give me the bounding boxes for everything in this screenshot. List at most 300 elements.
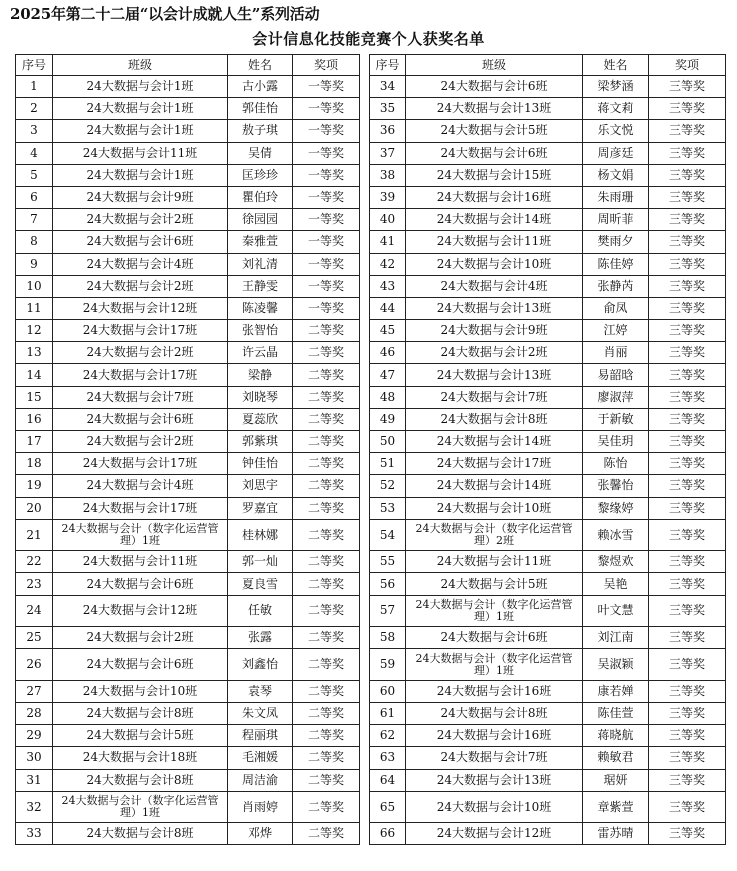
cell-class: 24大数据与会计6班 bbox=[53, 231, 228, 253]
cell-no: 41 bbox=[370, 231, 406, 253]
cell-no: 44 bbox=[370, 297, 406, 319]
column-gap bbox=[360, 747, 370, 769]
cell-award: 三等奖 bbox=[649, 364, 726, 386]
cell-no: 4 bbox=[16, 142, 53, 164]
cell-no: 60 bbox=[370, 680, 406, 702]
cell-no: 33 bbox=[16, 823, 53, 845]
cell-award: 二等奖 bbox=[293, 649, 360, 681]
cell-award: 一等奖 bbox=[293, 297, 360, 319]
header-row bbox=[16, 55, 726, 76]
cell-class: 24大数据与会计13班 bbox=[406, 769, 583, 791]
cell-name: 罗嘉宜 bbox=[228, 497, 293, 519]
cell-name: 康若婵 bbox=[583, 680, 649, 702]
cell-award: 二等奖 bbox=[293, 823, 360, 845]
column-gap bbox=[360, 297, 370, 319]
cell-name: 梁梦涵 bbox=[583, 76, 649, 98]
cell-name: 任敏 bbox=[228, 595, 293, 627]
cell-award: 二等奖 bbox=[293, 791, 360, 823]
cell-award: 二等奖 bbox=[293, 475, 360, 497]
cell-no: 2 bbox=[16, 98, 53, 120]
cell-class: 24大数据与会计12班 bbox=[53, 297, 228, 319]
cell-no: 50 bbox=[370, 431, 406, 453]
header-class-left: 班级 bbox=[53, 55, 228, 76]
column-gap bbox=[360, 573, 370, 595]
cell-award: 一等奖 bbox=[293, 253, 360, 275]
column-gap bbox=[360, 551, 370, 573]
cell-name: 张馨怡 bbox=[583, 475, 649, 497]
cell-name: 桂林娜 bbox=[228, 519, 293, 551]
cell-name: 廖淑萍 bbox=[583, 386, 649, 408]
table-row bbox=[16, 823, 726, 845]
cell-no: 38 bbox=[370, 164, 406, 186]
cell-no: 47 bbox=[370, 364, 406, 386]
table-row bbox=[16, 497, 726, 519]
cell-no: 28 bbox=[16, 703, 53, 725]
cell-class: 24大数据与会计1班 bbox=[53, 76, 228, 98]
table-row bbox=[16, 364, 726, 386]
cell-no: 1 bbox=[16, 76, 53, 98]
cell-no: 52 bbox=[370, 475, 406, 497]
table-row bbox=[16, 431, 726, 453]
cell-no: 25 bbox=[16, 627, 53, 649]
cell-award: 二等奖 bbox=[293, 342, 360, 364]
cell-award: 二等奖 bbox=[293, 453, 360, 475]
cell-class: 24大数据与会计14班 bbox=[406, 209, 583, 231]
cell-name: 肖雨婷 bbox=[228, 791, 293, 823]
cell-class: 24大数据与会计2班 bbox=[53, 275, 228, 297]
cell-class: 24大数据与会计6班 bbox=[406, 76, 583, 98]
cell-name: 王静雯 bbox=[228, 275, 293, 297]
header-award-right: 奖项 bbox=[649, 55, 726, 76]
cell-no: 13 bbox=[16, 342, 53, 364]
cell-name: 袁琴 bbox=[228, 680, 293, 702]
cell-no: 31 bbox=[16, 769, 53, 791]
cell-no: 6 bbox=[16, 186, 53, 208]
cell-no: 19 bbox=[16, 475, 53, 497]
cell-award: 二等奖 bbox=[293, 747, 360, 769]
cell-class: 24大数据与会计1班 bbox=[53, 98, 228, 120]
column-gap bbox=[360, 497, 370, 519]
cell-name: 陈凌馨 bbox=[228, 297, 293, 319]
cell-name: 蒋文莉 bbox=[583, 98, 649, 120]
table-row bbox=[16, 164, 726, 186]
table-row bbox=[16, 297, 726, 319]
cell-award: 二等奖 bbox=[293, 627, 360, 649]
cell-name: 匡珍珍 bbox=[228, 164, 293, 186]
cell-class: 24大数据与会计17班 bbox=[406, 453, 583, 475]
table-row bbox=[16, 595, 726, 627]
cell-no: 23 bbox=[16, 573, 53, 595]
cell-no: 24 bbox=[16, 595, 53, 627]
cell-class: 24大数据与会计8班 bbox=[406, 408, 583, 430]
cell-name: 夏蕊欣 bbox=[228, 408, 293, 430]
cell-name: 雷苏晴 bbox=[583, 823, 649, 845]
cell-no: 53 bbox=[370, 497, 406, 519]
cell-no: 57 bbox=[370, 595, 406, 627]
cell-class: 24大数据与会计（数字化运营管理）1班 bbox=[53, 791, 228, 823]
table-row bbox=[16, 453, 726, 475]
cell-class: 24大数据与会计12班 bbox=[53, 595, 228, 627]
table-row bbox=[16, 747, 726, 769]
award-table bbox=[15, 54, 726, 845]
cell-name: 陈怡 bbox=[583, 453, 649, 475]
cell-class: 24大数据与会计16班 bbox=[406, 186, 583, 208]
cell-name: 章紫萱 bbox=[583, 791, 649, 823]
cell-award: 一等奖 bbox=[293, 76, 360, 98]
column-gap bbox=[360, 98, 370, 120]
cell-award: 三等奖 bbox=[649, 209, 726, 231]
cell-no: 39 bbox=[370, 186, 406, 208]
table-row bbox=[16, 275, 726, 297]
cell-award: 一等奖 bbox=[293, 231, 360, 253]
cell-award: 三等奖 bbox=[649, 595, 726, 627]
cell-class: 24大数据与会计6班 bbox=[53, 573, 228, 595]
cell-class: 24大数据与会计11班 bbox=[406, 231, 583, 253]
table-row bbox=[16, 209, 726, 231]
table-row bbox=[16, 703, 726, 725]
cell-award: 三等奖 bbox=[649, 551, 726, 573]
cell-name: 赖敏君 bbox=[583, 747, 649, 769]
column-gap bbox=[360, 55, 370, 76]
cell-no: 17 bbox=[16, 431, 53, 453]
cell-name: 钟佳怡 bbox=[228, 453, 293, 475]
cell-class: 24大数据与会计15班 bbox=[406, 164, 583, 186]
cell-award: 三等奖 bbox=[649, 297, 726, 319]
cell-class: 24大数据与会计2班 bbox=[53, 627, 228, 649]
column-gap bbox=[360, 431, 370, 453]
column-gap bbox=[360, 209, 370, 231]
column-gap bbox=[360, 475, 370, 497]
table-row bbox=[16, 253, 726, 275]
cell-class: 24大数据与会计10班 bbox=[406, 791, 583, 823]
cell-name: 敖子琪 bbox=[228, 120, 293, 142]
cell-no: 43 bbox=[370, 275, 406, 297]
cell-no: 51 bbox=[370, 453, 406, 475]
table-row bbox=[16, 320, 726, 342]
cell-no: 63 bbox=[370, 747, 406, 769]
cell-award: 三等奖 bbox=[649, 186, 726, 208]
cell-award: 三等奖 bbox=[649, 142, 726, 164]
header-name-left: 姓名 bbox=[228, 55, 293, 76]
cell-no: 14 bbox=[16, 364, 53, 386]
cell-no: 7 bbox=[16, 209, 53, 231]
cell-no: 37 bbox=[370, 142, 406, 164]
cell-no: 49 bbox=[370, 408, 406, 430]
column-gap bbox=[360, 595, 370, 627]
cell-name: 黎缘婷 bbox=[583, 497, 649, 519]
cell-award: 二等奖 bbox=[293, 595, 360, 627]
document-subtitle: 会计信息化技能竞赛个人获奖名单 bbox=[252, 30, 485, 48]
cell-name: 吴艳 bbox=[583, 573, 649, 595]
cell-no: 56 bbox=[370, 573, 406, 595]
cell-award: 三等奖 bbox=[649, 725, 726, 747]
column-gap bbox=[360, 364, 370, 386]
cell-class: 24大数据与会计17班 bbox=[53, 497, 228, 519]
cell-award: 三等奖 bbox=[649, 823, 726, 845]
cell-class: 24大数据与会计5班 bbox=[406, 573, 583, 595]
cell-name: 叶文慧 bbox=[583, 595, 649, 627]
cell-name: 陈佳婷 bbox=[583, 253, 649, 275]
cell-name: 毛湘媛 bbox=[228, 747, 293, 769]
column-gap bbox=[360, 186, 370, 208]
cell-name: 张静芮 bbox=[583, 275, 649, 297]
cell-award: 三等奖 bbox=[649, 408, 726, 430]
cell-class: 24大数据与会计4班 bbox=[53, 253, 228, 275]
cell-name: 俞凤 bbox=[583, 297, 649, 319]
cell-name: 邓烨 bbox=[228, 823, 293, 845]
column-gap bbox=[360, 680, 370, 702]
table-row bbox=[16, 573, 726, 595]
cell-no: 11 bbox=[16, 297, 53, 319]
cell-class: 24大数据与会计（数字化运营管理）1班 bbox=[53, 519, 228, 551]
cell-no: 65 bbox=[370, 791, 406, 823]
cell-award: 一等奖 bbox=[293, 275, 360, 297]
cell-no: 32 bbox=[16, 791, 53, 823]
cell-award: 三等奖 bbox=[649, 320, 726, 342]
cell-class: 24大数据与会计16班 bbox=[406, 725, 583, 747]
cell-name: 梁静 bbox=[228, 364, 293, 386]
cell-name: 周昕菲 bbox=[583, 209, 649, 231]
cell-class: 24大数据与会计6班 bbox=[53, 408, 228, 430]
cell-award: 三等奖 bbox=[649, 386, 726, 408]
cell-no: 8 bbox=[16, 231, 53, 253]
cell-award: 三等奖 bbox=[649, 627, 726, 649]
cell-award: 三等奖 bbox=[649, 703, 726, 725]
cell-name: 赖冰雪 bbox=[583, 519, 649, 551]
cell-no: 40 bbox=[370, 209, 406, 231]
cell-award: 三等奖 bbox=[649, 120, 726, 142]
cell-name: 陈佳萱 bbox=[583, 703, 649, 725]
cell-award: 三等奖 bbox=[649, 275, 726, 297]
table-row bbox=[16, 551, 726, 573]
table-row bbox=[16, 98, 726, 120]
cell-no: 36 bbox=[370, 120, 406, 142]
cell-no: 55 bbox=[370, 551, 406, 573]
cell-no: 21 bbox=[16, 519, 53, 551]
cell-name: 张露 bbox=[228, 627, 293, 649]
cell-class: 24大数据与会计10班 bbox=[406, 497, 583, 519]
cell-name: 郭佳怡 bbox=[228, 98, 293, 120]
cell-no: 45 bbox=[370, 320, 406, 342]
cell-no: 54 bbox=[370, 519, 406, 551]
cell-name: 朱文凤 bbox=[228, 703, 293, 725]
table-row bbox=[16, 791, 726, 823]
cell-name: 瞿伯玲 bbox=[228, 186, 293, 208]
cell-class: 24大数据与会计（数字化运营管理）2班 bbox=[406, 519, 583, 551]
table-row bbox=[16, 342, 726, 364]
cell-no: 42 bbox=[370, 253, 406, 275]
column-gap bbox=[360, 725, 370, 747]
cell-no: 62 bbox=[370, 725, 406, 747]
cell-name: 许云晶 bbox=[228, 342, 293, 364]
cell-no: 18 bbox=[16, 453, 53, 475]
cell-name: 江婷 bbox=[583, 320, 649, 342]
table-row bbox=[16, 142, 726, 164]
column-gap bbox=[360, 342, 370, 364]
cell-award: 二等奖 bbox=[293, 703, 360, 725]
cell-class: 24大数据与会计10班 bbox=[53, 680, 228, 702]
column-gap bbox=[360, 275, 370, 297]
cell-award: 二等奖 bbox=[293, 431, 360, 453]
cell-name: 琚妍 bbox=[583, 769, 649, 791]
cell-name: 刘思宇 bbox=[228, 475, 293, 497]
cell-class: 24大数据与会计8班 bbox=[53, 769, 228, 791]
cell-class: 24大数据与会计9班 bbox=[406, 320, 583, 342]
table-row bbox=[16, 120, 726, 142]
cell-class: 24大数据与会计2班 bbox=[53, 431, 228, 453]
table-row bbox=[16, 186, 726, 208]
cell-class: 24大数据与会计9班 bbox=[53, 186, 228, 208]
cell-name: 夏良雪 bbox=[228, 573, 293, 595]
cell-class: 24大数据与会计（数字化运营管理）1班 bbox=[406, 595, 583, 627]
header-no-right: 序号 bbox=[370, 55, 406, 76]
cell-award: 三等奖 bbox=[649, 253, 726, 275]
column-gap bbox=[360, 823, 370, 845]
cell-class: 24大数据与会计8班 bbox=[53, 823, 228, 845]
cell-award: 二等奖 bbox=[293, 519, 360, 551]
cell-award: 二等奖 bbox=[293, 680, 360, 702]
column-gap bbox=[360, 76, 370, 98]
cell-name: 张智怡 bbox=[228, 320, 293, 342]
table-row bbox=[16, 76, 726, 98]
cell-award: 一等奖 bbox=[293, 164, 360, 186]
cell-award: 三等奖 bbox=[649, 342, 726, 364]
cell-name: 吴倩 bbox=[228, 142, 293, 164]
cell-name: 古小露 bbox=[228, 76, 293, 98]
cell-award: 二等奖 bbox=[293, 573, 360, 595]
cell-award: 一等奖 bbox=[293, 98, 360, 120]
cell-no: 3 bbox=[16, 120, 53, 142]
cell-award: 二等奖 bbox=[293, 725, 360, 747]
cell-award: 三等奖 bbox=[649, 769, 726, 791]
cell-no: 58 bbox=[370, 627, 406, 649]
column-gap bbox=[360, 769, 370, 791]
cell-class: 24大数据与会计7班 bbox=[406, 747, 583, 769]
cell-name: 乐文悦 bbox=[583, 120, 649, 142]
document-title: 2025年第二十二届“以会计成就人生”系列活动 bbox=[10, 5, 320, 23]
header-class-right: 班级 bbox=[406, 55, 583, 76]
cell-class: 24大数据与会计13班 bbox=[406, 297, 583, 319]
column-gap bbox=[360, 320, 370, 342]
header-name-right: 姓名 bbox=[583, 55, 649, 76]
cell-name: 蒋晓航 bbox=[583, 725, 649, 747]
cell-class: 24大数据与会计18班 bbox=[53, 747, 228, 769]
cell-no: 46 bbox=[370, 342, 406, 364]
table-row bbox=[16, 769, 726, 791]
cell-class: 24大数据与会计13班 bbox=[406, 98, 583, 120]
header-no-left: 序号 bbox=[16, 55, 53, 76]
cell-no: 66 bbox=[370, 823, 406, 845]
cell-no: 20 bbox=[16, 497, 53, 519]
cell-class: 24大数据与会计2班 bbox=[406, 342, 583, 364]
cell-class: 24大数据与会计7班 bbox=[53, 386, 228, 408]
cell-name: 周洁渝 bbox=[228, 769, 293, 791]
cell-class: 24大数据与会计8班 bbox=[53, 703, 228, 725]
cell-award: 一等奖 bbox=[293, 186, 360, 208]
cell-no: 9 bbox=[16, 253, 53, 275]
cell-class: 24大数据与会计6班 bbox=[53, 649, 228, 681]
cell-award: 三等奖 bbox=[649, 475, 726, 497]
cell-award: 三等奖 bbox=[649, 453, 726, 475]
cell-name: 刘礼清 bbox=[228, 253, 293, 275]
table-row bbox=[16, 519, 726, 551]
cell-award: 三等奖 bbox=[649, 431, 726, 453]
cell-no: 15 bbox=[16, 386, 53, 408]
column-gap bbox=[360, 627, 370, 649]
table-row bbox=[16, 475, 726, 497]
cell-class: 24大数据与会计10班 bbox=[406, 253, 583, 275]
cell-no: 10 bbox=[16, 275, 53, 297]
cell-class: 24大数据与会计14班 bbox=[406, 475, 583, 497]
cell-class: 24大数据与会计13班 bbox=[406, 364, 583, 386]
cell-name: 吴佳玥 bbox=[583, 431, 649, 453]
cell-name: 刘晓琴 bbox=[228, 386, 293, 408]
cell-no: 16 bbox=[16, 408, 53, 430]
cell-no: 34 bbox=[370, 76, 406, 98]
cell-award: 二等奖 bbox=[293, 386, 360, 408]
cell-award: 二等奖 bbox=[293, 551, 360, 573]
cell-name: 朱雨珊 bbox=[583, 186, 649, 208]
table-row bbox=[16, 649, 726, 681]
column-gap bbox=[360, 386, 370, 408]
cell-name: 肖丽 bbox=[583, 342, 649, 364]
cell-class: 24大数据与会计5班 bbox=[406, 120, 583, 142]
cell-name: 郭一灿 bbox=[228, 551, 293, 573]
cell-name: 于新敏 bbox=[583, 408, 649, 430]
cell-name: 易韶晗 bbox=[583, 364, 649, 386]
cell-class: 24大数据与会计5班 bbox=[53, 725, 228, 747]
cell-class: 24大数据与会计11班 bbox=[406, 551, 583, 573]
cell-award: 三等奖 bbox=[649, 519, 726, 551]
column-gap bbox=[360, 649, 370, 681]
cell-no: 27 bbox=[16, 680, 53, 702]
cell-class: 24大数据与会计4班 bbox=[53, 475, 228, 497]
cell-no: 61 bbox=[370, 703, 406, 725]
cell-name: 樊雨夕 bbox=[583, 231, 649, 253]
cell-class: 24大数据与会计16班 bbox=[406, 680, 583, 702]
cell-class: 24大数据与会计7班 bbox=[406, 386, 583, 408]
cell-class: 24大数据与会计12班 bbox=[406, 823, 583, 845]
column-gap bbox=[360, 791, 370, 823]
column-gap bbox=[360, 120, 370, 142]
cell-class: 24大数据与会计4班 bbox=[406, 275, 583, 297]
cell-award: 一等奖 bbox=[293, 209, 360, 231]
cell-name: 杨文娟 bbox=[583, 164, 649, 186]
column-gap bbox=[360, 142, 370, 164]
cell-no: 5 bbox=[16, 164, 53, 186]
cell-name: 刘江南 bbox=[583, 627, 649, 649]
cell-award: 二等奖 bbox=[293, 497, 360, 519]
cell-no: 30 bbox=[16, 747, 53, 769]
cell-class: 24大数据与会计1班 bbox=[53, 164, 228, 186]
cell-no: 12 bbox=[16, 320, 53, 342]
cell-award: 二等奖 bbox=[293, 320, 360, 342]
cell-no: 29 bbox=[16, 725, 53, 747]
cell-award: 三等奖 bbox=[649, 164, 726, 186]
column-gap bbox=[360, 164, 370, 186]
table-row bbox=[16, 231, 726, 253]
column-gap bbox=[360, 253, 370, 275]
cell-award: 三等奖 bbox=[649, 791, 726, 823]
table-row bbox=[16, 408, 726, 430]
cell-award: 三等奖 bbox=[649, 649, 726, 681]
cell-name: 刘鑫怡 bbox=[228, 649, 293, 681]
cell-class: 24大数据与会计2班 bbox=[53, 342, 228, 364]
table-row bbox=[16, 627, 726, 649]
cell-no: 64 bbox=[370, 769, 406, 791]
cell-name: 吴淑颖 bbox=[583, 649, 649, 681]
cell-award: 一等奖 bbox=[293, 120, 360, 142]
